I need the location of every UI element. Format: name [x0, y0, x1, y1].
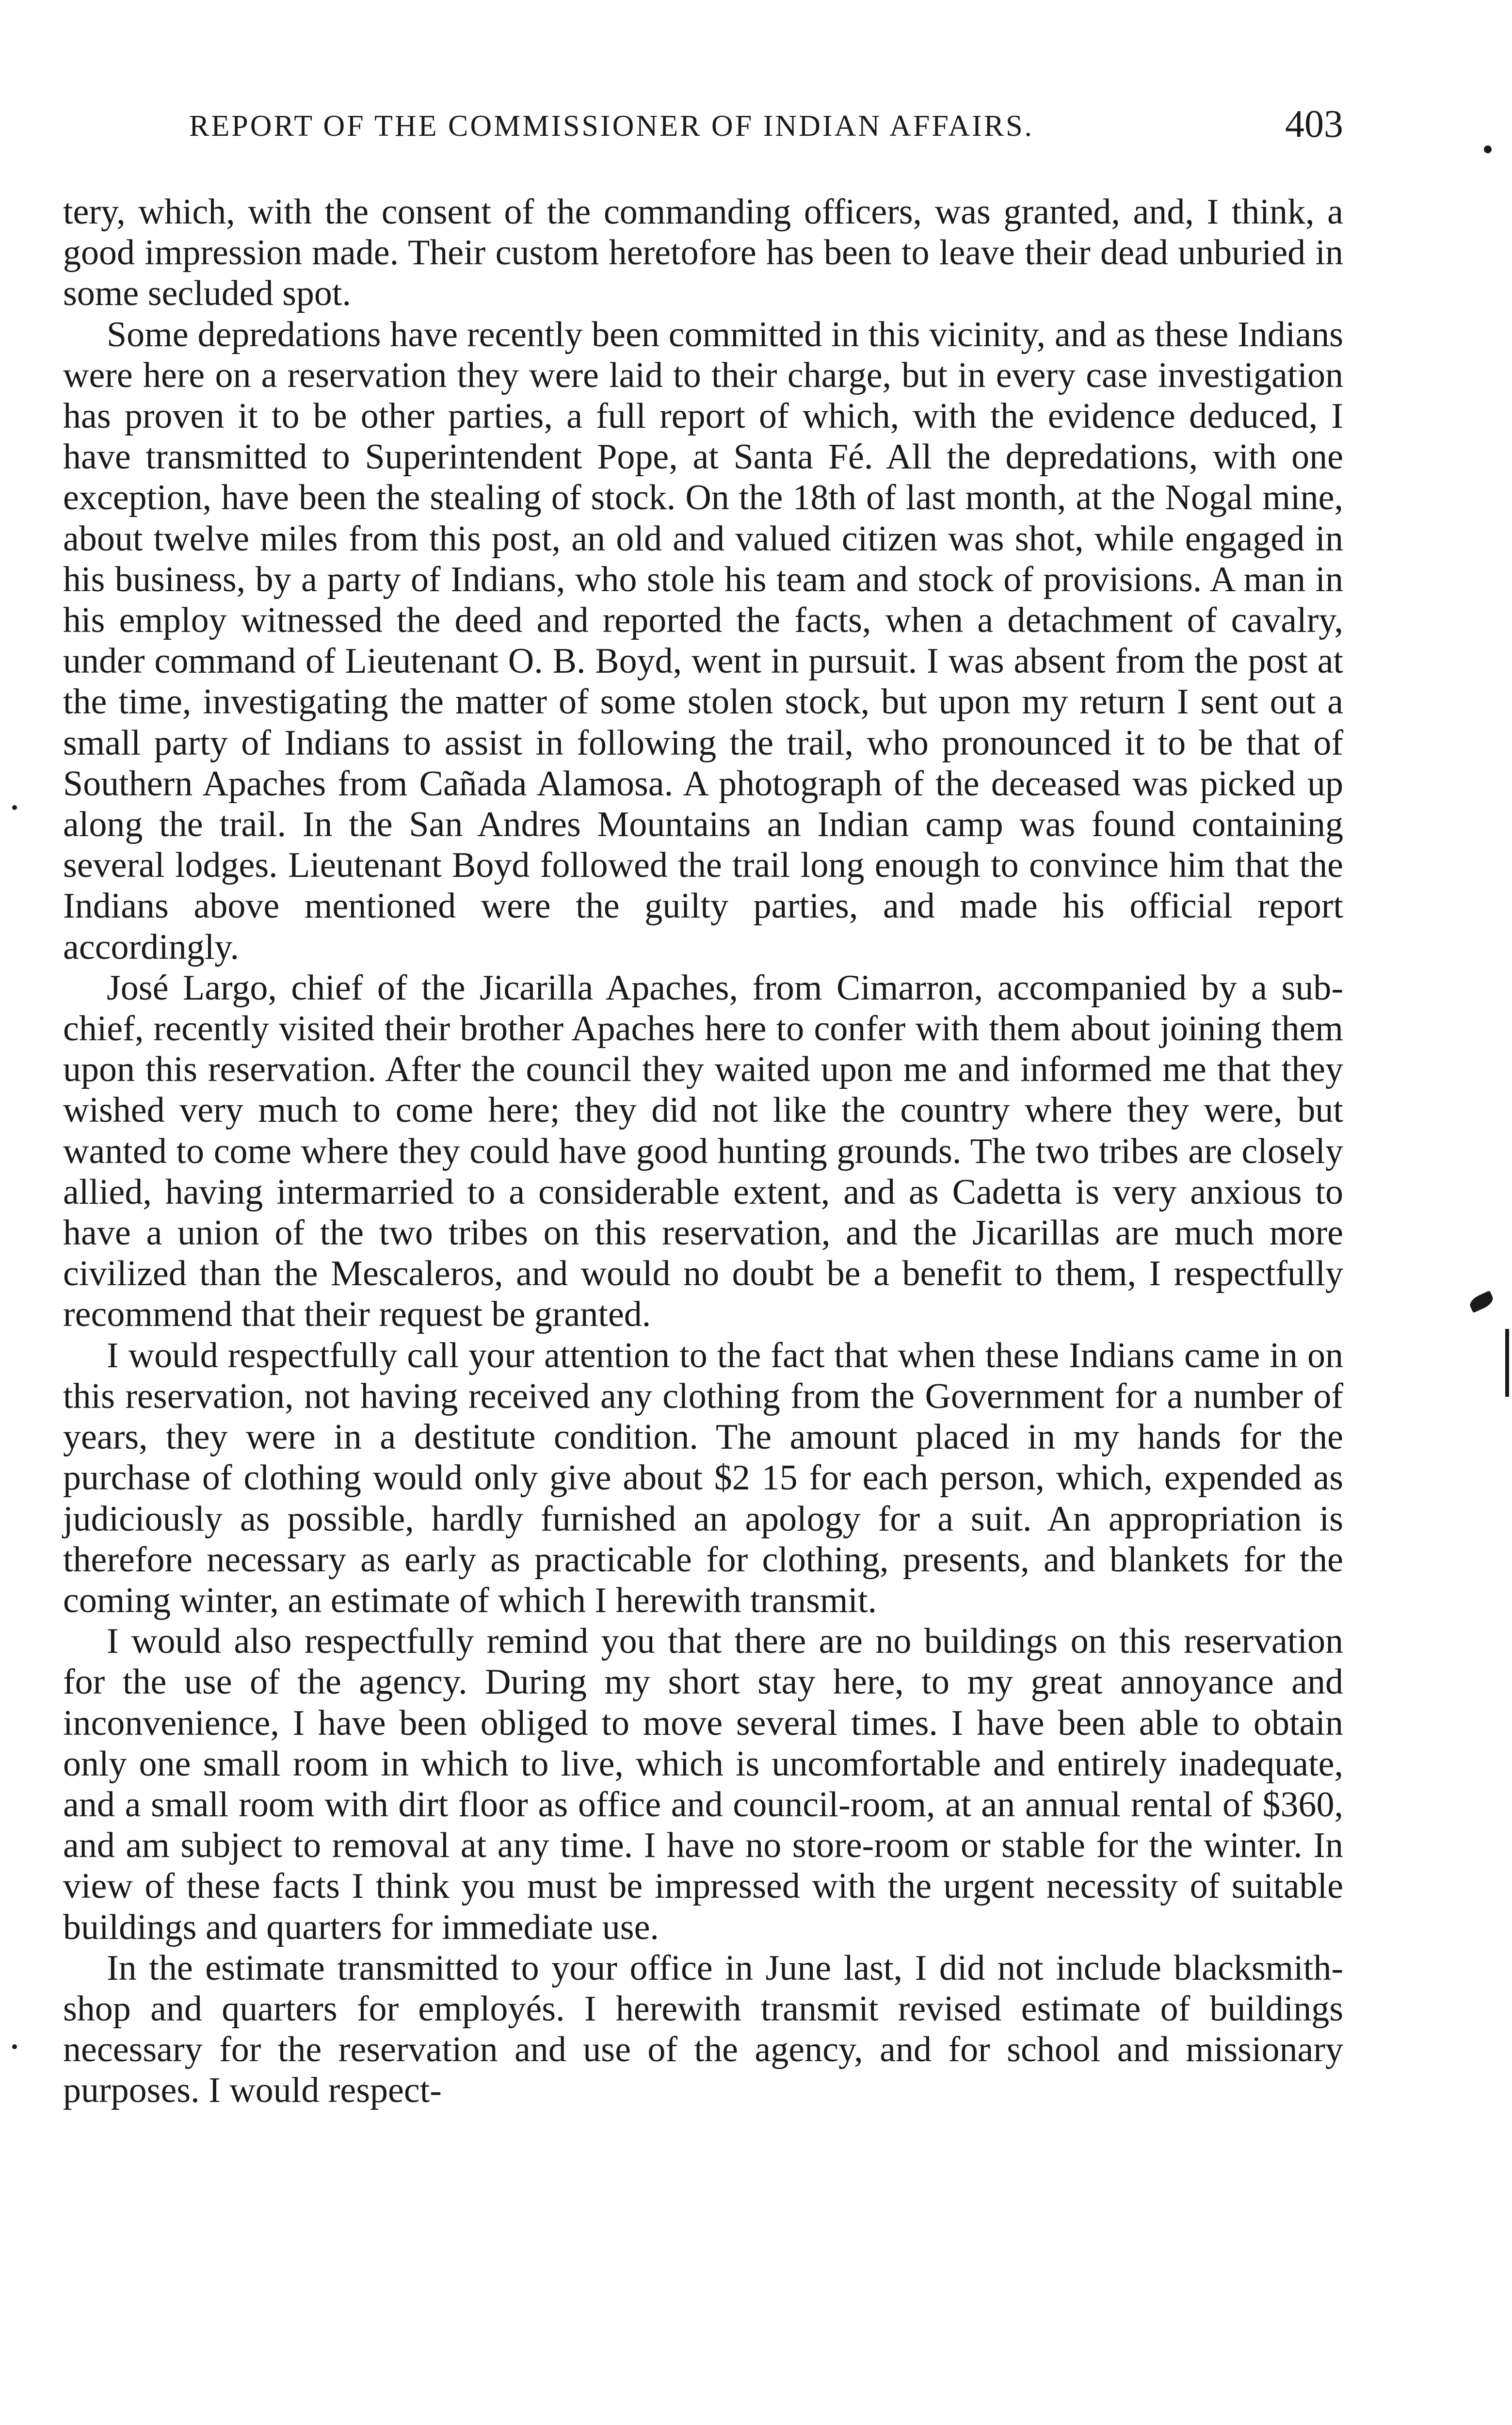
paragraph-clothing: I would respectfully call your attention to the fact that when these Indians came in on this reservation, not having received any clothing from the Government for a number of years, they were in a destitute condition. The amount placed in my hands for the purchase of clothing would only give about $2 15 for each person, which, expended as judiciously as possible, hardly furnished an apology for a suit. An appropriation is therefore necessary as early as practicable for clothing, presents, and blankets for the coming winter, an estimate of which I herewith transmit. [63, 1335, 1343, 1620]
page-number: 403 [1285, 103, 1343, 146]
paragraph-continuation: tery, which, with the consent of the commanding officers, was granted, and, I think, a good impression made. Their custom heretofore has been to leave their dead unburied in some secluded spot. [63, 192, 1343, 314]
margin-dot [12, 2044, 17, 2049]
margin-ink-mark [1467, 1291, 1495, 1313]
paragraph-depredations: Some depredations have recently been committed in this vicinity, and as these Indians were here on a reservation they were laid to their charge, but in every case investigation has proven it to be other parties, a full report of which, with the evidence deduced, I have transmitted to Superintendent Pope, at Santa Fé. All the depredations, with one exception, have been the stealing of stock. On the 18th of last month, at the Nogal mine, about twelve miles from this post, an old and valued citizen was shot, while engaged in his business, by a party of Indians, who stole his team and stock of provisions. A man in his employ witnessed the deed and reported the facts, when a detachment of cavalry, under command of Lieutenant O. B. Boyd, went in pursuit. I was absent from the post at the time, investigating the matter of some stolen stock, but upon my return I sent out a small party of Indians to assist in following the trail, who pronounced it to be that of Southern Apaches from Cañada Alamosa. A photograph of the deceased was picked up along the trail. In the San Andres Mountains an Indian camp was found containing several lodges. Lieutenant Boyd followed the trail long enough to convince him that the Indians above mentioned were the guilty parties, and made his official report accordingly. [63, 314, 1343, 967]
margin-dot [1484, 146, 1492, 153]
paragraph-buildings: I would also respectfully remind you that there are no buildings on this reservation for the use of the agency. During my short stay here, to my great annoyance and inconvenience, I have been obliged to move several times. I have been able to obtain only one small room in which to live, which is uncomfortable and entirely inadequate, and a small room with dirt floor as office and council-room, at an annual rental of $360, and am subject to removal at any time. I have no store-room or stable for the winter. In view of these facts I think you must be impressed with the urgent necessity of suitable buildings and quarters for immediate use. [63, 1621, 1343, 1947]
margin-dot [12, 805, 17, 810]
running-header [63, 104, 1343, 153]
body-text [63, 192, 1343, 2111]
header-title: REPORT OF THE COMMISSIONER OF INDIAN AFFAIRS. [189, 110, 1034, 143]
margin-ink-bar [1505, 1329, 1509, 1397]
paragraph-estimate: In the estimate transmitted to your office in June last, I did not include blacksmith-shop and quarters for employés. I herewith transmit revised estimate of buildings necessary for the reservation and use of the agency, and for school and missionary purposes. I would respect- [63, 1948, 1343, 2111]
paragraph-jose-largo: José Largo, chief of the Jicarilla Apaches, from Cimarron, accompanied by a sub-chief, recently visited their brother Apaches here to confer with them about joining them upon this reservation. After the council they waited upon me and informed me that they wished very much to come here; they did not like the country where they were, but wanted to come where they could have good hunting grounds. The two tribes are closely allied, having intermarried to a considerable extent, and as Cadetta is very anxious to have a union of the two tribes on this reservation, and the Jicarillas are much more civilized than the Mescaleros, and would no doubt be a benefit to them, I respectfully recommend that their request be granted. [63, 968, 1343, 1335]
